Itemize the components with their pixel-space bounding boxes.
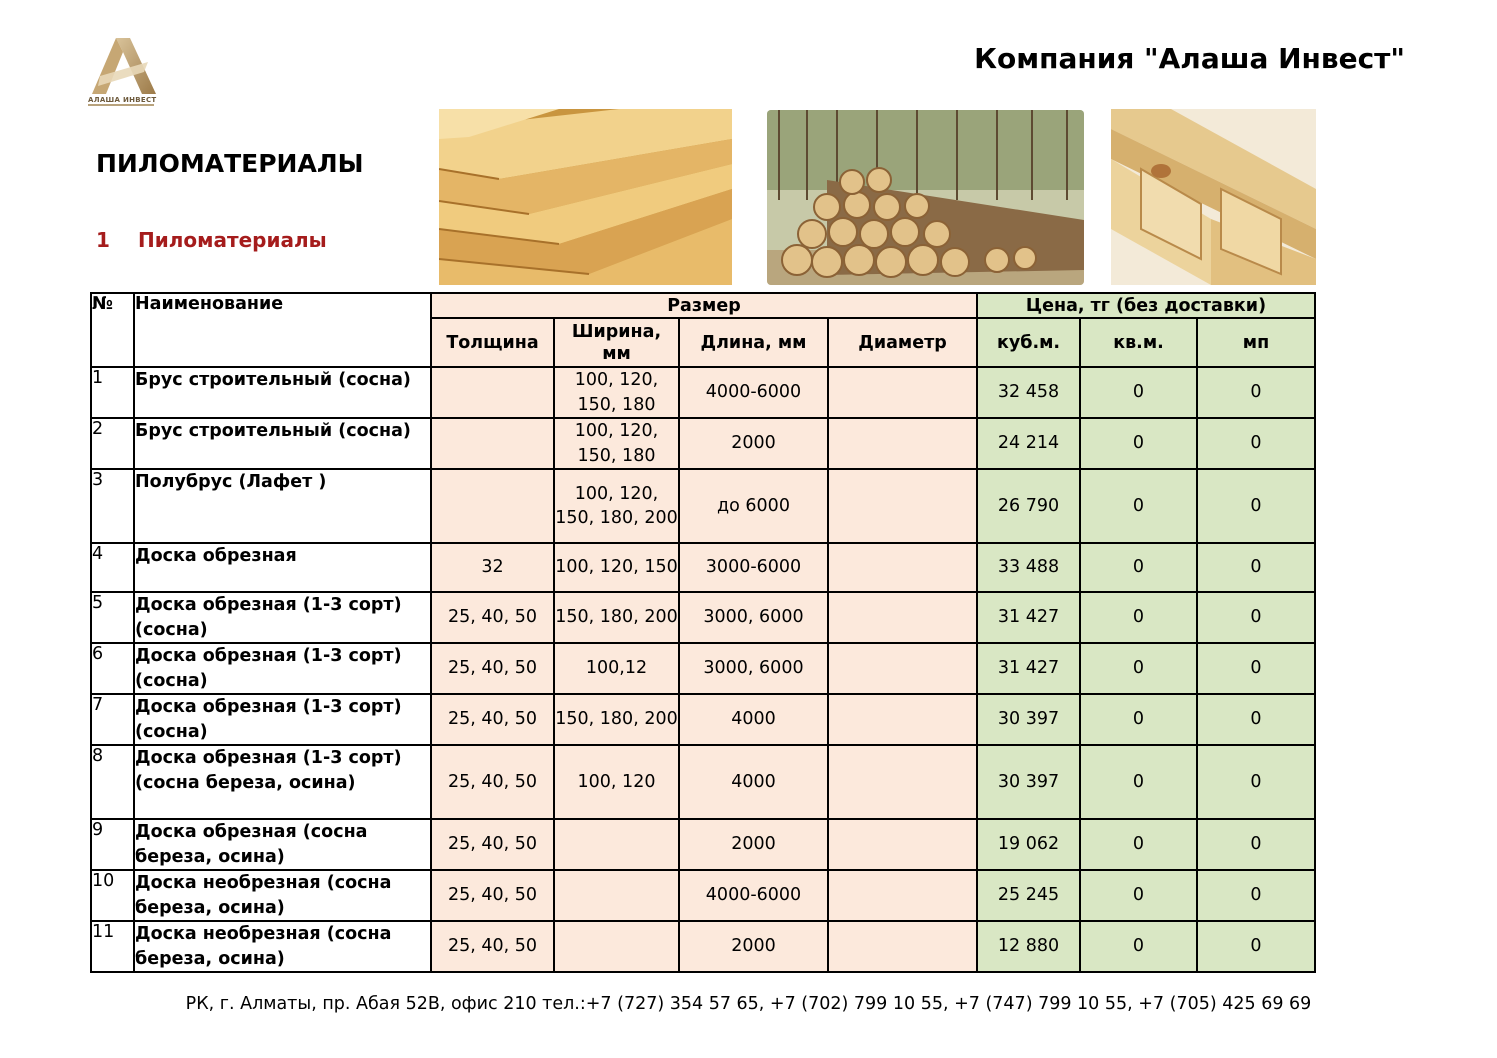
row-number: 5 bbox=[91, 592, 134, 643]
row-price-linear: 0 bbox=[1197, 819, 1315, 870]
row-price-linear: 0 bbox=[1197, 870, 1315, 921]
table-row bbox=[91, 745, 1315, 819]
row-width: 100, 120, 150, 180 bbox=[554, 418, 679, 469]
row-name: Брус строительный (сосна) bbox=[134, 367, 431, 418]
header-width: Ширина, мм bbox=[554, 318, 679, 367]
row-length: 2000 bbox=[679, 418, 828, 469]
row-thickness bbox=[431, 418, 554, 469]
table-row bbox=[91, 819, 1315, 870]
logo-text: АЛАША ИНВЕСТ bbox=[88, 96, 157, 104]
row-price-square: 0 bbox=[1080, 469, 1197, 543]
row-name: Доска обрезная (1-3 сорт) (сосна) bbox=[134, 694, 431, 745]
row-price-linear: 0 bbox=[1197, 543, 1315, 592]
row-price-cubic: 19 062 bbox=[977, 819, 1080, 870]
logs-photo bbox=[767, 110, 1084, 285]
row-number: 1 bbox=[91, 367, 134, 418]
row-width bbox=[554, 921, 679, 972]
row-price-cubic: 30 397 bbox=[977, 745, 1080, 819]
row-thickness: 25, 40, 50 bbox=[431, 592, 554, 643]
row-price-linear: 0 bbox=[1197, 592, 1315, 643]
row-diameter bbox=[828, 745, 977, 819]
row-diameter bbox=[828, 643, 977, 694]
row-price-square: 0 bbox=[1080, 418, 1197, 469]
footer-contacts: РК, г. Алматы, пр. Абая 52В, офис 210 тел.:+7 (727) 354 57 65, +7 (702) 799 10 55, +7 (747) 799 10 55, +7 (705) 425 69 69 bbox=[185, 994, 1312, 1014]
row-price-square: 0 bbox=[1080, 592, 1197, 643]
row-price-linear: 0 bbox=[1197, 469, 1315, 543]
row-price-square: 0 bbox=[1080, 819, 1197, 870]
table-row bbox=[91, 469, 1315, 543]
header-linear: мп bbox=[1197, 318, 1315, 367]
header-square: кв.м. bbox=[1080, 318, 1197, 367]
row-length: 3000, 6000 bbox=[679, 592, 828, 643]
row-length: до 6000 bbox=[679, 469, 828, 543]
row-name: Доска обрезная (1-3 сорт) (сосна) bbox=[134, 592, 431, 643]
row-thickness bbox=[431, 469, 554, 543]
row-diameter bbox=[828, 870, 977, 921]
row-length: 2000 bbox=[679, 921, 828, 972]
header-diameter: Диаметр bbox=[828, 318, 977, 367]
row-name: Доска обрезная bbox=[134, 543, 431, 592]
row-price-cubic: 32 458 bbox=[977, 367, 1080, 418]
row-price-square: 0 bbox=[1080, 870, 1197, 921]
row-name: Доска обрезная (сосна береза, осина) bbox=[134, 819, 431, 870]
row-number: 6 bbox=[91, 643, 134, 694]
row-price-linear: 0 bbox=[1197, 643, 1315, 694]
row-price-cubic: 12 880 bbox=[977, 921, 1080, 972]
row-thickness: 25, 40, 50 bbox=[431, 694, 554, 745]
row-thickness: 25, 40, 50 bbox=[431, 819, 554, 870]
row-number: 10 bbox=[91, 870, 134, 921]
row-diameter bbox=[828, 543, 977, 592]
logo-underline bbox=[88, 104, 154, 106]
header-thickness: Толщина bbox=[431, 318, 554, 367]
row-diameter bbox=[828, 469, 977, 543]
row-price-linear: 0 bbox=[1197, 921, 1315, 972]
company-name: Компания "Алаша Инвест" bbox=[974, 42, 1405, 75]
row-diameter bbox=[828, 694, 977, 745]
row-diameter bbox=[828, 418, 977, 469]
row-name: Полубрус (Лафет ) bbox=[134, 469, 431, 543]
row-length: 4000 bbox=[679, 694, 828, 745]
row-length: 4000-6000 bbox=[679, 367, 828, 418]
table-row bbox=[91, 870, 1315, 921]
row-diameter bbox=[828, 819, 977, 870]
row-price-cubic: 24 214 bbox=[977, 418, 1080, 469]
row-diameter bbox=[828, 921, 977, 972]
row-price-linear: 0 bbox=[1197, 367, 1315, 418]
row-length: 3000, 6000 bbox=[679, 643, 828, 694]
row-thickness: 25, 40, 50 bbox=[431, 643, 554, 694]
row-price-cubic: 33 488 bbox=[977, 543, 1080, 592]
section-title: Пиломатериалы bbox=[138, 228, 327, 252]
row-length: 2000 bbox=[679, 819, 828, 870]
row-length: 3000-6000 bbox=[679, 543, 828, 592]
row-width: 100, 120, 150, 180 bbox=[554, 367, 679, 418]
table-row bbox=[91, 418, 1315, 469]
row-name: Брус строительный (сосна) bbox=[134, 418, 431, 469]
row-price-cubic: 31 427 bbox=[977, 643, 1080, 694]
row-diameter bbox=[828, 592, 977, 643]
planks-photo bbox=[439, 109, 732, 285]
header-name: Наименование bbox=[134, 293, 431, 367]
table-row bbox=[91, 694, 1315, 745]
row-thickness: 25, 40, 50 bbox=[431, 921, 554, 972]
row-price-cubic: 30 397 bbox=[977, 694, 1080, 745]
row-number: 11 bbox=[91, 921, 134, 972]
section-number: 1 bbox=[96, 228, 110, 252]
row-thickness bbox=[431, 367, 554, 418]
row-name: Доска обрезная (1-3 сорт) (сосна) bbox=[134, 643, 431, 694]
row-number: 7 bbox=[91, 694, 134, 745]
price-table bbox=[90, 292, 1316, 973]
row-price-cubic: 31 427 bbox=[977, 592, 1080, 643]
row-width: 100, 120, 150 bbox=[554, 543, 679, 592]
row-diameter bbox=[828, 367, 977, 418]
row-number: 2 bbox=[91, 418, 134, 469]
row-number: 8 bbox=[91, 745, 134, 819]
row-width: 100,12 bbox=[554, 643, 679, 694]
row-thickness: 32 bbox=[431, 543, 554, 592]
row-width: 150, 180, 200 bbox=[554, 592, 679, 643]
row-width: 150, 180, 200 bbox=[554, 694, 679, 745]
row-price-cubic: 26 790 bbox=[977, 469, 1080, 543]
row-name: Доска необрезная (сосна береза, осина) bbox=[134, 870, 431, 921]
header-price: Цена, тг (без доставки) bbox=[977, 293, 1315, 318]
row-price-square: 0 bbox=[1080, 694, 1197, 745]
row-name: Доска обрезная (1-3 сорт) (сосна береза, осина) bbox=[134, 745, 431, 819]
table-row bbox=[91, 643, 1315, 694]
row-price-square: 0 bbox=[1080, 543, 1197, 592]
row-length: 4000 bbox=[679, 745, 828, 819]
row-width: 100, 120 bbox=[554, 745, 679, 819]
row-price-square: 0 bbox=[1080, 921, 1197, 972]
row-number: 3 bbox=[91, 469, 134, 543]
row-name: Доска необрезная (сосна береза, осина) bbox=[134, 921, 431, 972]
row-price-linear: 0 bbox=[1197, 745, 1315, 819]
row-width bbox=[554, 870, 679, 921]
header-size: Размер bbox=[431, 293, 977, 318]
table-row bbox=[91, 367, 1315, 418]
page-title: ПИЛОМАТЕРИАЛЫ bbox=[96, 149, 364, 178]
header-number: № bbox=[91, 293, 134, 367]
row-width: 100, 120, 150, 180, 200 bbox=[554, 469, 679, 543]
header-length: Длина, мм bbox=[679, 318, 828, 367]
row-length: 4000-6000 bbox=[679, 870, 828, 921]
row-thickness: 25, 40, 50 bbox=[431, 870, 554, 921]
table-row bbox=[91, 592, 1315, 643]
table-row bbox=[91, 921, 1315, 972]
row-price-square: 0 bbox=[1080, 643, 1197, 694]
row-price-square: 0 bbox=[1080, 745, 1197, 819]
beams-photo bbox=[1111, 109, 1316, 285]
row-width bbox=[554, 819, 679, 870]
row-thickness: 25, 40, 50 bbox=[431, 745, 554, 819]
row-number: 4 bbox=[91, 543, 134, 592]
row-price-linear: 0 bbox=[1197, 694, 1315, 745]
table-row bbox=[91, 543, 1315, 592]
row-price-linear: 0 bbox=[1197, 418, 1315, 469]
row-number: 9 bbox=[91, 819, 134, 870]
row-price-square: 0 bbox=[1080, 367, 1197, 418]
header-cubic: куб.м. bbox=[977, 318, 1080, 367]
row-price-cubic: 25 245 bbox=[977, 870, 1080, 921]
